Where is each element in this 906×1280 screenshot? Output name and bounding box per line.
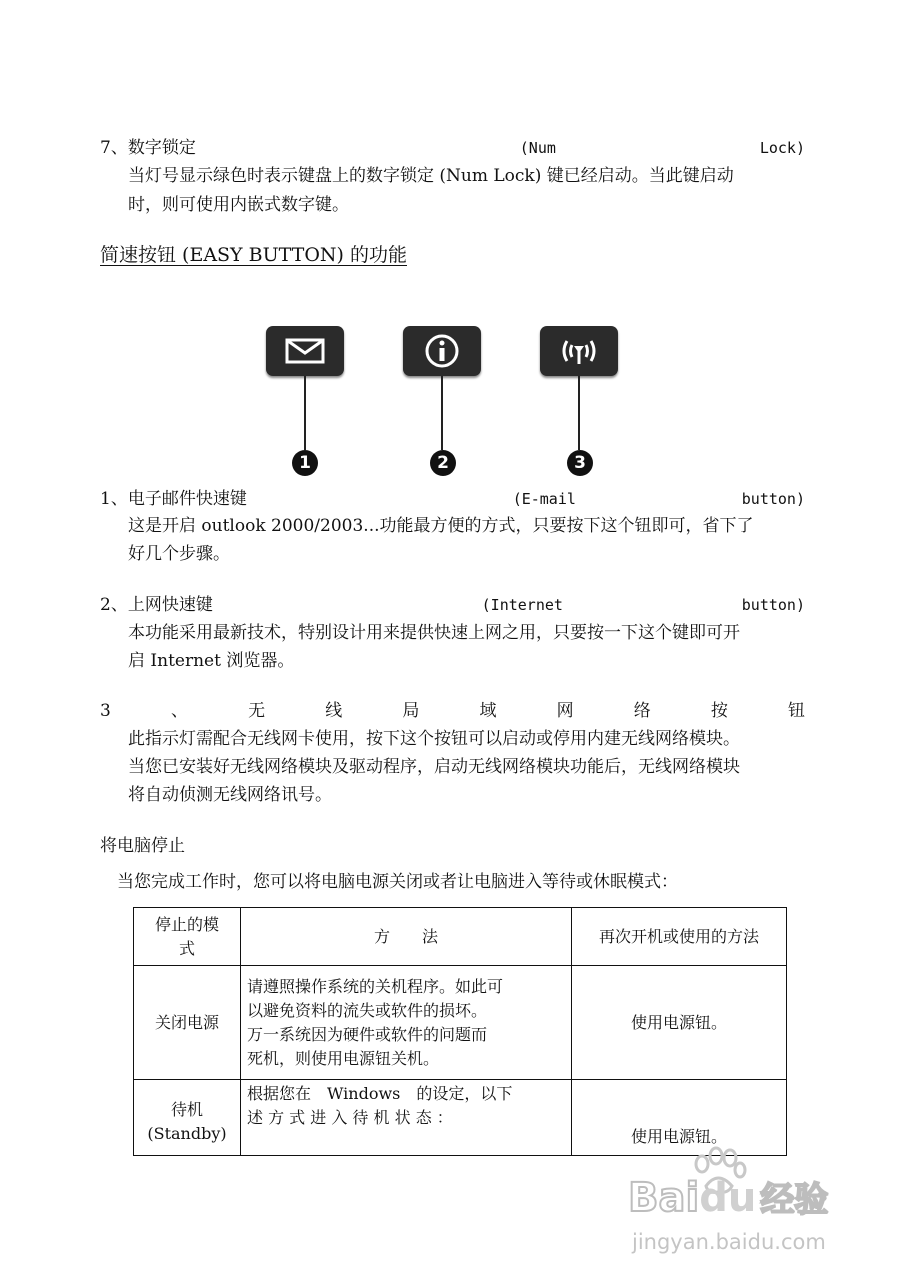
- item3-char: 络: [633, 701, 651, 721]
- row2-method-line: 述 方 式 进 入 待 机 状 态 ：: [247, 1108, 453, 1127]
- row2-mode-line-2: (Standby): [147, 1124, 227, 1143]
- shutdown-modes-table: [133, 907, 787, 1156]
- callout-line-3: [578, 376, 580, 450]
- watermark-cn: 经验: [760, 1180, 829, 1220]
- item3-body-3: 将自动侦测无线网络讯号。: [128, 785, 332, 805]
- item3-char: 网: [556, 701, 574, 721]
- item1-title-line: [100, 485, 805, 513]
- row1-method-line: 请遵照操作系统的关机程序。如此可: [247, 976, 504, 996]
- item3-char: 钮: [787, 701, 805, 721]
- wireless-icon: [557, 335, 601, 367]
- easy-button-heading: 简速按钮 (EASY BUTTON) 的功能: [100, 244, 407, 266]
- info-icon: [424, 333, 460, 369]
- item1-body-1: 这是开启 outlook 2000/2003...功能最方便的方式，只要按下这个钮即可，省下了: [128, 516, 754, 536]
- watermark-url: jingyan.baidu.com: [632, 1230, 826, 1254]
- watermark-logo: [628, 1172, 828, 1221]
- row1-method-line: 万一系统因为硬件或软件的问题而: [247, 1024, 488, 1044]
- item3-body-2: 当您已安装好无线网络模块及驱动程序，启动无线网络模块功能后，无线网络模块: [128, 757, 740, 777]
- envelope-icon: [285, 338, 325, 364]
- row1-mode: 关闭电源: [134, 966, 241, 1080]
- item3-char: 按: [710, 701, 728, 721]
- sec7-title-line: [100, 134, 805, 162]
- row1-method: [241, 966, 572, 1080]
- row1-restart: 使用电源钮。: [572, 966, 787, 1080]
- table-header-row: [134, 908, 787, 966]
- item1-en-a: (E-mail: [512, 490, 576, 508]
- item3-title-line: [100, 697, 805, 725]
- item3-char: 无: [248, 701, 266, 721]
- item2-en-b: button): [741, 596, 805, 614]
- item2-label: 2、上网快速键: [100, 595, 213, 615]
- info-button-graphic: [403, 326, 481, 376]
- sec7-en-a: (Num: [519, 139, 556, 157]
- row2-method-line: 根据您在 Windows 的设定，以下: [247, 1084, 513, 1103]
- table-row: [134, 1080, 787, 1156]
- header-restart: 再次开机或使用的方法: [572, 908, 787, 966]
- item3-char: 局: [402, 701, 420, 721]
- wireless-button-graphic: [540, 326, 618, 376]
- email-button-graphic: [266, 326, 344, 376]
- shutdown-intro: 当您完成工作时，您可以将电脑电源关闭或者让电脑进入等待或休眠模式：: [117, 872, 678, 892]
- callout-line-1: [304, 376, 306, 450]
- row2-restart: 使用电源钮。: [572, 1080, 787, 1156]
- item2-body-2: 启 Internet 浏览器。: [128, 651, 295, 671]
- row2-mode-line-1: 待机: [170, 1100, 203, 1119]
- item3-char: 线: [325, 701, 343, 721]
- callout-number-3: 3: [567, 450, 593, 476]
- row2-method: [241, 1080, 572, 1156]
- callout-number-2: 2: [430, 450, 456, 476]
- header-method: 方 法: [241, 908, 572, 966]
- row1-method-line: 死机，则使用电源钮关机。: [247, 1048, 440, 1068]
- shutdown-title: 将电脑停止: [100, 836, 185, 856]
- watermark-brand-2: du: [699, 1175, 757, 1221]
- sec7-body-2: 时，则可使用内嵌式数字键。: [128, 195, 349, 215]
- item3-char: 域: [479, 701, 497, 721]
- item1-label: 1、电子邮件快速键: [100, 489, 247, 509]
- item1-en-b: button): [741, 490, 805, 508]
- row2-mode: [134, 1080, 241, 1156]
- baidu-watermark: [628, 1146, 858, 1266]
- table-row: [134, 966, 787, 1080]
- item2-body-1: 本功能采用最新技术，特别设计用来提供快速上网之用，只要按一下这个键即可开: [128, 623, 740, 643]
- header-mode: [134, 908, 241, 966]
- item2-title-line: [100, 591, 805, 619]
- watermark-brand: Bai: [628, 1175, 700, 1221]
- item3-char: 3: [100, 701, 111, 721]
- item2-en-a: (Internet: [481, 596, 563, 614]
- callout-number-1: 1: [292, 450, 318, 476]
- sec7-body-1: 当灯号显示绿色时表示键盘上的数字锁定 (Num Lock) 键已经启动。当此键启动: [128, 166, 734, 186]
- item3-body-1: 此指示灯需配合无线网卡使用，按下这个按钮可以启动或停用内建无线网络模块。: [128, 729, 740, 749]
- sec7-label: 7、数字锁定: [100, 138, 196, 158]
- header-mode-line-1: 停止的模: [154, 914, 219, 934]
- item1-body-2: 好几个步骤。: [128, 544, 230, 564]
- sec7-en-b: Lock): [759, 139, 805, 157]
- item3-char: 、: [170, 701, 188, 721]
- callout-line-2: [441, 376, 443, 450]
- header-mode-line-2: 式: [178, 938, 195, 958]
- row1-method-line: 以避免资料的流失或软件的损坏。: [247, 1000, 488, 1020]
